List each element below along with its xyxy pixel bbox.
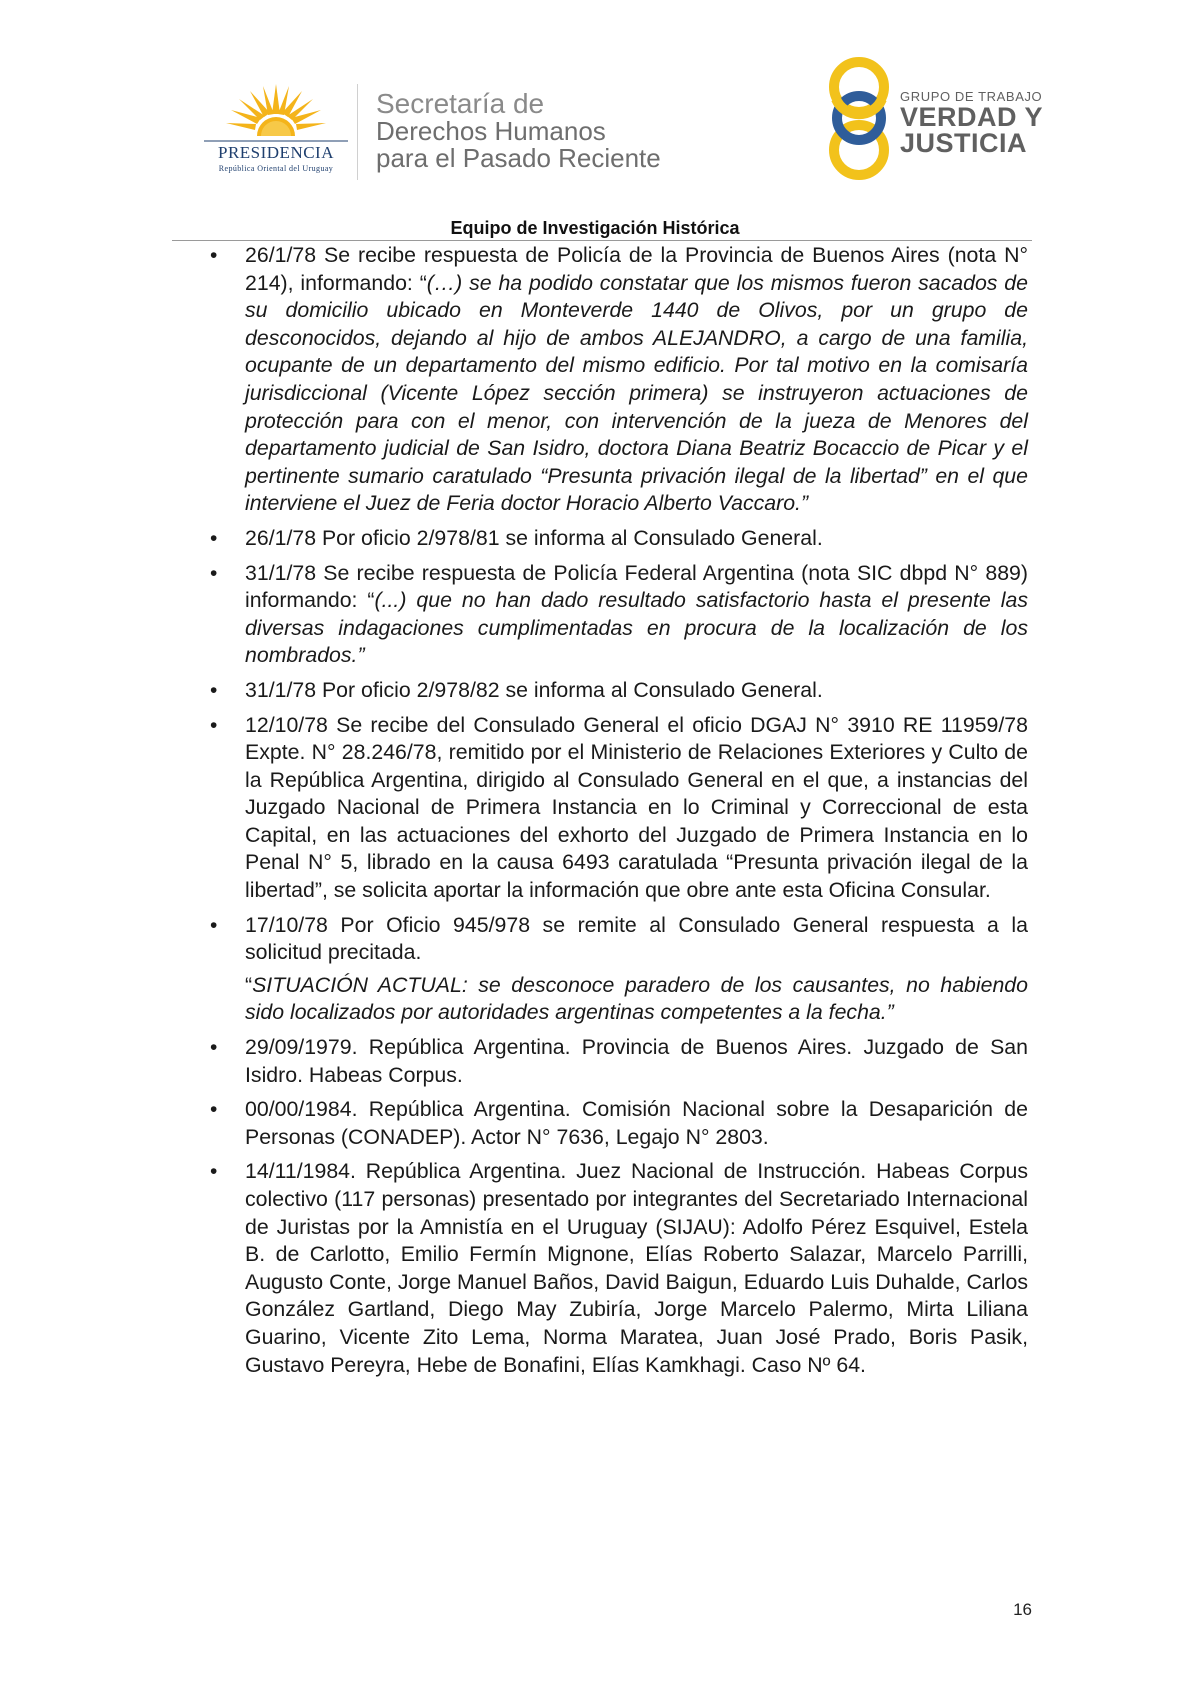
bullet: •	[210, 1036, 218, 1060]
grupo-line-2: VERDAD Y	[900, 102, 1044, 132]
entry-text: 31/1/78 Se recibe respuesta de Policía Federal Argentina (nota SIC dbpd N° 889) informando: “	[245, 560, 1028, 613]
quote-text: SITUACIÓN ACTUAL: se desconoce paradero de los causantes, no habiendo sido localizados por autoridades argentinas competentes a la fecha.”	[245, 972, 1028, 1025]
list-item	[208, 1096, 1028, 1151]
secretaria-line-2: Derechos Humanos	[376, 116, 606, 146]
entry-text: 14/11/1984. República Argentina. Juez Nacional de Instrucción. Habeas Corpus colectivo (117 personas) presentado por integrantes del Secretariado Internacional de Juristas por la Amnistía en el Uruguay (SIJAU): Adolfo Pérez Esquivel, Estela B. de Carlotto, Emilio Fermín Mignone, Elías Roberto Salazar, Marcelo Parrilli, Augusto Conte, Jorge Manuel Baños, David Baigun, Eduardo Luis Duhalde, Carlos González Gartland, Diego May Zubiría, Jorge Marcelo Palermo, Mirta Liliana Guarino, Vicente Zito Lema, Norma Maratea, Juan José Prado, Boris Pasik, Gustavo Pereyra, Hebe de Bonafini, Elías Kamkhagi. Caso Nº 64.	[245, 1159, 1028, 1377]
presidencia-name: PRESIDENCIA	[217, 143, 334, 162]
entry-text: 26/1/78 Por oficio 2/978/81 se informa al Consulado General.	[245, 525, 823, 550]
team-title: Equipo de Investigación Histórica	[450, 218, 740, 238]
page-number: 16	[1013, 1600, 1032, 1619]
secretaria-line-1: Secretaría de	[376, 88, 545, 119]
situation-quote	[208, 972, 1028, 1027]
list-item	[208, 912, 1028, 967]
entry-text: 17/10/78 Por Oficio 945/978 se remite al Consulado General respuesta a la solicitud precitada.	[245, 912, 1028, 965]
bullet: •	[210, 1098, 218, 1122]
bullet: •	[210, 561, 218, 585]
secretaria-wordmark	[376, 90, 661, 172]
entry-text: 12/10/78 Se recibe del Consulado General el oficio DGAJ N° 3910 RE 11959/78 Expte. N° 28.246/78, remitido por el Ministerio de Relaciones Exteriores y Culto de la República Argentina, dirigido al Consulado General en el que, a instancias del Juzgado Nacional de Primera Instancia en lo Criminal y Correccional de esta Capital, en las actuaciones del exhorto del Juzgado de Primera Instancia en lo Penal N° 5, librado en la causa 6493 caratulada “Presunta privación ilegal de la libertad”, se solicita aportar la información que obre ante esta Oficina Consular.	[245, 712, 1028, 903]
document-body	[208, 242, 1028, 1386]
bullet: •	[210, 678, 218, 702]
bullet: •	[210, 244, 218, 267]
entry-text: 29/09/1979. República Argentina. Provincia de Buenos Aires. Juzgado de San Isidro. Habeas Corpus.	[245, 1035, 1028, 1087]
presidencia-subtitle: República Oriental del Uruguay	[218, 164, 334, 173]
bullet: •	[210, 913, 218, 937]
list-item	[208, 712, 1028, 905]
verdad-justicia-rings-logo	[820, 56, 898, 181]
header-divider	[357, 84, 358, 180]
secretaria-line-3: para el Pasado Reciente	[376, 143, 661, 173]
list-item	[208, 1034, 1028, 1089]
quote-open: “	[245, 972, 253, 997]
bullet: •	[210, 713, 218, 737]
bullet: •	[210, 1160, 218, 1184]
presidencia-wordmark	[196, 143, 356, 173]
list-item	[208, 1158, 1028, 1379]
verdad-justicia-wordmark	[900, 90, 1043, 156]
entry-text: 26/1/78 Se recibe respuesta de Policía de la Provincia de Buenos Aires (nota N° 214), informando: “	[245, 243, 1028, 295]
entry-text: 00/00/1984. República Argentina. Comisión Nacional sobre la Desaparición de Personas (CONADEP). Actor N° 7636, Legajo N° 2803.	[245, 1097, 1028, 1149]
list-item	[208, 560, 1028, 670]
grupo-line-3: JUSTICIA	[900, 128, 1028, 158]
list-item	[208, 677, 1028, 705]
entry-quote: (…) se ha podido constatar que los mismos fueron sacados de su domicilio ubicado en Monteverde 1440 de Olivos, por un grupo de desconocidos, dejando al hijo de ambos ALEJANDRO, a cargo de una familia, ocupante de un departamento del mismo edificio. Por tal motivo en la comisaría jurisdiccional (Vicente López sección primera) se instruyeron actuaciones de protección para con el menor, con intervención de la jueza de Menores del departamento judicial de San Isidro, doctora Diana Beatriz Bocaccio de Picar y el pertinente sumario caratulado “Presunta privación ilegal de la libertad” en el que interviene el Juez de Feria doctor Horacio Alberto Vaccaro.”	[245, 270, 1028, 516]
entry-quote: (...) que no han dado resultado satisfactorio hasta el presente las diversas indagaciones cumplimentadas en procura de la localización de los nombrados.”	[245, 588, 1028, 668]
list-item	[208, 525, 1028, 553]
grupo-line-1: GRUPO DE TRABAJO	[900, 89, 1043, 104]
bullet: •	[210, 526, 218, 550]
header-rule	[172, 240, 1032, 241]
page-header	[0, 0, 1190, 250]
list-item	[208, 242, 1028, 518]
entry-text: 31/1/78 Por oficio 2/978/82 se informa al Consulado General.	[245, 677, 823, 702]
